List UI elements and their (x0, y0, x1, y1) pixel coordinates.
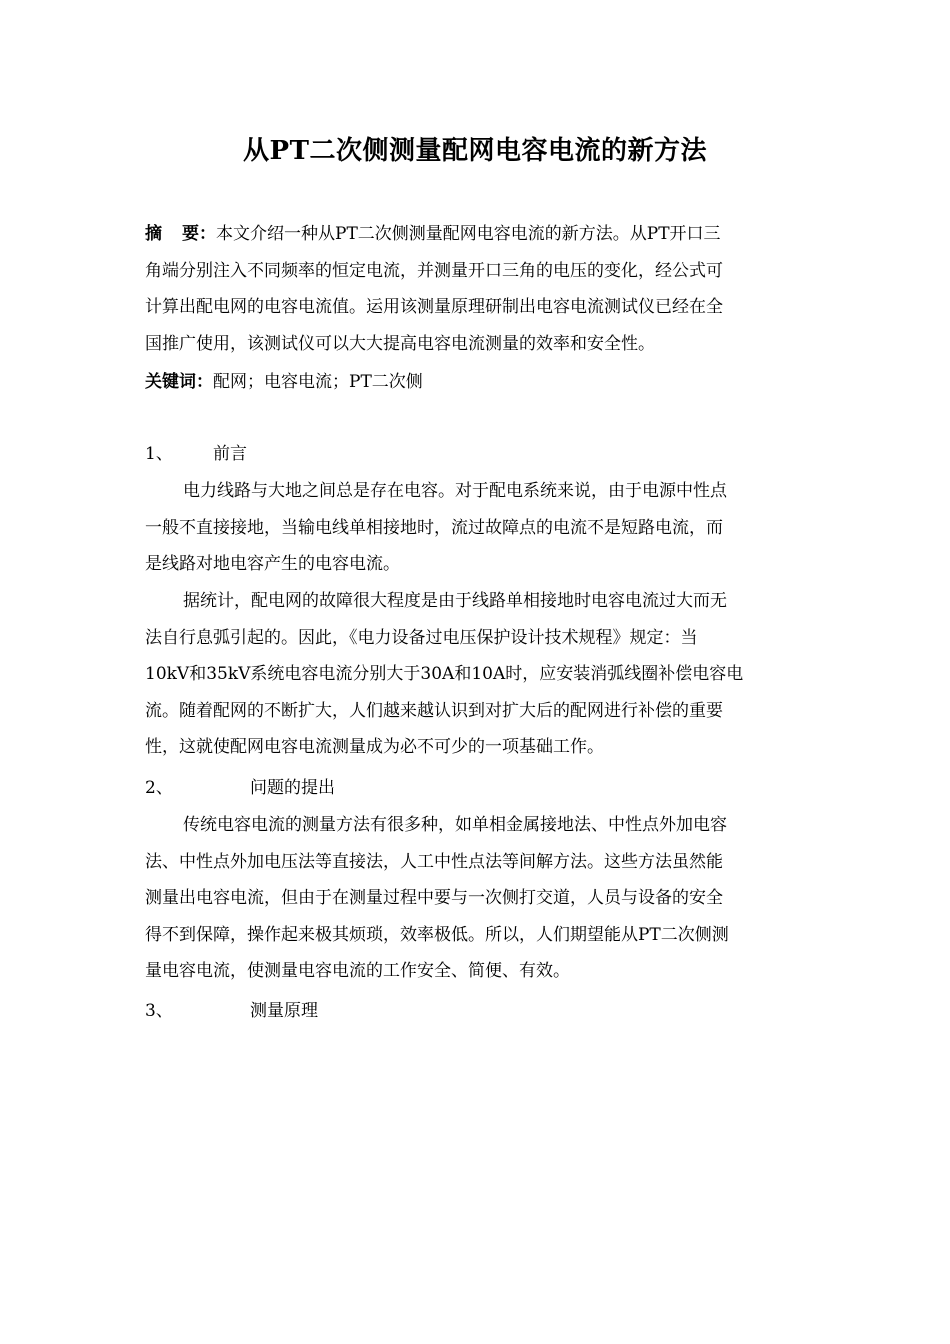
abstract (145, 216, 807, 362)
paragraph (145, 473, 807, 583)
keywords-label: 关键词： (145, 372, 213, 392)
paragraph-line: 测量出电容电流，但由于在测量过程中要与一次侧打交道，人员与设备的安全 (145, 888, 723, 909)
paragraph-line: 10kV和35kV系统电容电流分别大于30A和10A时，应安装消弧线圈补偿电容电 (145, 664, 744, 685)
section-heading-2 (145, 770, 335, 807)
keywords (145, 364, 807, 401)
paragraph-line: 据统计，配电网的故障很大程度是由于线路单相接地时电容电流过大而无 (183, 591, 727, 611)
section-title: 测量原理 (250, 1001, 318, 1021)
abstract-line: 角端分别注入不同频率的恒定电流，并测量开口三角的电压的变化，经公式可 (145, 260, 723, 281)
paragraph-line: 法自行息弧引起的。因此，《电力设备过电压保护设计技术规程》规定：当 (145, 627, 698, 648)
abstract-label-b: 要： (182, 224, 216, 244)
paragraph (145, 583, 807, 766)
document-title: 从PT二次侧测量配网电容电流的新方法 (243, 136, 707, 166)
section-heading-3 (145, 993, 318, 1030)
keywords-text: 配网；电容电流；PT二次侧 (213, 372, 423, 392)
abstract-line (145, 216, 807, 253)
abstract-line: 国推广使用，该测试仪可以大大提高电容电流测量的效率和安全性。 (145, 333, 655, 354)
section-title: 前言 (213, 444, 247, 464)
abstract-line: 计算出配电网的电容电流值。运用该测量原理研制出电容电流测试仪已经在全 (145, 297, 723, 318)
section-number: 1、 (145, 444, 173, 464)
paragraph-line: 得不到保障，操作起来极其烦琐，效率极低。所以，人们期望能从PT二次侧测 (145, 924, 729, 945)
paragraph (145, 807, 807, 990)
section-heading-1 (145, 436, 247, 473)
paragraph-line: 性，这就使配网电容电流测量成为必不可少的一项基础工作。 (145, 737, 604, 758)
paragraph-line: 流。随着配网的不断扩大，人们越来越认识到对扩大后的配网进行补偿的重要 (145, 700, 723, 721)
keywords-line (145, 364, 807, 401)
paragraph-line: 电力线路与大地之间总是存在电容。对于配电系统来说，由于电源中性点 (183, 481, 727, 501)
paragraph-line: 是线路对地电容产生的电容电流。 (145, 554, 400, 575)
section-number: 3、 (145, 1001, 173, 1021)
section-number: 2、 (145, 778, 173, 798)
paragraph-line: 传统电容电流的测量方法有很多种，如单相金属接地法、中性点外加电容 (183, 815, 727, 835)
paragraph-line: 一般不直接接地，当输电线单相接地时，流过故障点的电流不是短路电流，而 (145, 517, 723, 538)
abstract-label-a: 摘 (145, 224, 162, 244)
abstract-text: 本文介绍一种从PT二次侧测量配网电容电流的新方法。从PT开口三 (216, 224, 721, 244)
paragraph-line: 法、中性点外加电压法等直接法，人工中性点法等间解方法。这些方法虽然能 (145, 851, 723, 872)
abstract-label (145, 224, 216, 244)
paragraph-line: 量电容电流，使测量电容电流的工作安全、简便、有效。 (145, 961, 570, 982)
section-title: 问题的提出 (250, 778, 335, 798)
